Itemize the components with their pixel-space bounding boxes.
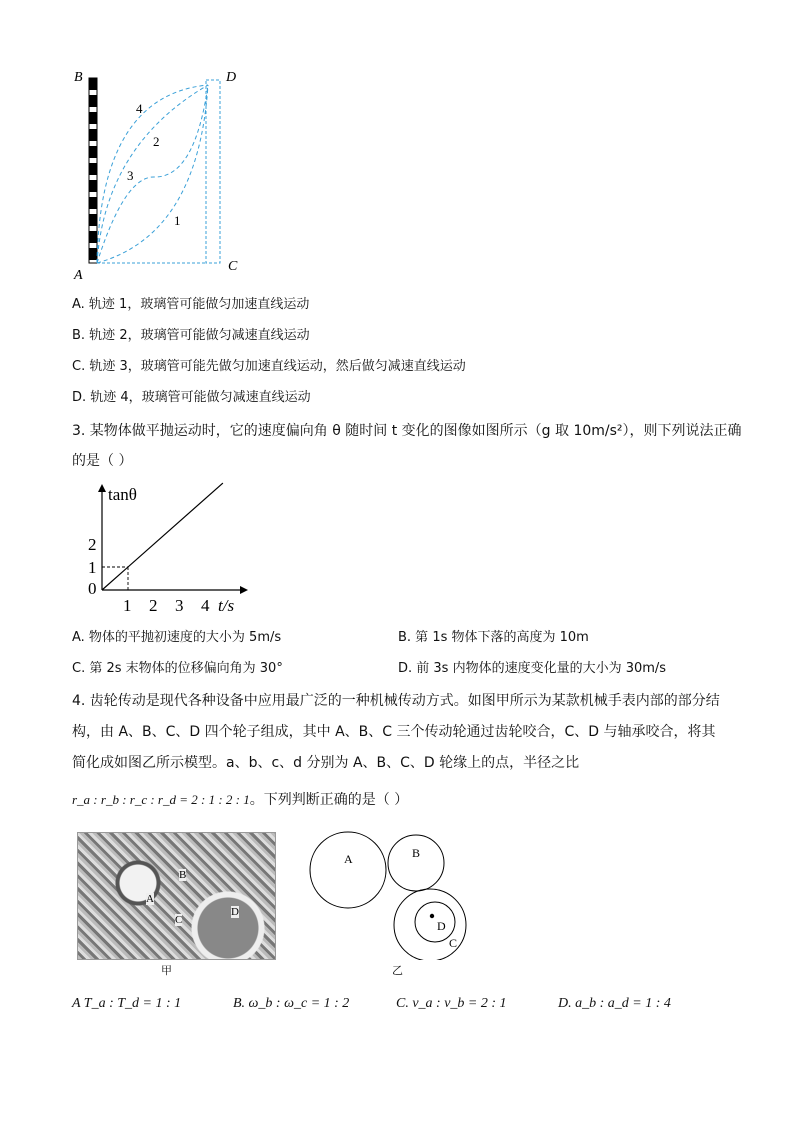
y-axis-label: tanθ [108,485,137,504]
q4-ratio-line [72,789,408,809]
photo-label-d: D [231,906,239,918]
q4-option-d: D. a_b : a_d = 1 : 4 [558,996,671,1011]
trajectory-2 [97,85,208,263]
photo-label-a: A [146,893,154,905]
wheel-a [310,832,386,908]
q3-option-d: D. 前 3s 内物体的速度变化量的大小为 30m/s [398,661,667,676]
photo-label-c: C [175,914,183,926]
x-tick-label-2: 2 [149,596,158,615]
q4-stem-line4: 。下列判断正确的是（ ） [249,792,409,808]
x-tick-label-1: 1 [123,596,132,615]
label-4: 4 [136,101,143,116]
q4-stem-line1: 4. 齿轮传动是现代各种设备中应用最广泛的一种机械传动方式。如图甲所示为某款机械手表内部的部分结 [72,693,720,709]
q4-option-b: B. ω_b : ω_c = 1 : 2 [233,996,350,1011]
q4-stem-line2: 构，由 A、B、C、D 四个轮子组成，其中 A、B、C 三个传动轮通过齿轮咬合，C、D 与轴承咬合，将其 [72,724,716,740]
figure-jia-caption: 甲 [161,964,172,977]
wheel-label-b: B [412,846,421,860]
wheel-b [388,835,444,891]
trajectory-3 [97,85,208,263]
trajectory-1 [97,85,208,263]
q2-option-b: B. 轨迹 2，玻璃管可能做匀减速直线运动 [72,328,310,343]
watch-mechanism-photo [77,832,276,960]
photo-label-b: B [179,869,187,881]
q3-stem-line2: 的是（ ） [72,453,133,469]
wheel-label-d: D [437,919,446,933]
y-tick-label-2: 2 [88,535,97,554]
radius-ratio: r_a : r_b : r_c : r_d = 2 : 1 : 2 : 1 [72,792,250,807]
y-tick-label-1: 1 [88,558,97,577]
q2-option-d: D. 轨迹 4，玻璃管可能做匀减速直线运动 [72,390,311,405]
q3-option-b: B. 第 1s 物体下落的高度为 10m [398,630,589,645]
wheel-label-a: A [344,852,353,866]
x-axis-label: t/s [218,596,235,615]
axle-dot [430,914,434,918]
label-C: C [228,259,238,274]
figure-yi-caption: 乙 [392,964,403,977]
wheel-model-figure [300,830,480,960]
q3-stem-line1: 3. 某物体做平抛运动时，它的速度偏向角 θ 随时间 t 变化的图像如图所示（g 取 10m/s²），则下列说法正确 [72,423,742,439]
wheel-label-c: C [449,936,458,950]
q4-option-c: C. v_a : v_b = 2 : 1 [396,996,507,1011]
label-B: B [74,70,83,85]
label-1: 1 [174,213,181,228]
label-3: 3 [127,168,134,183]
q2-option-a: A. 轨迹 1，玻璃管可能做匀加速直线运动 [72,297,310,312]
trajectory-4 [97,85,208,263]
q4-stem-line3: 简化成如图乙所示模型。a、b、c、d 分别为 A、B、C、D 轮缘上的点，半径之比 [72,755,580,771]
label-D: D [226,70,237,85]
label-A: A [74,268,83,280]
tan-theta-chart [80,480,250,615]
origin-label: 0 [88,579,97,598]
label-2: 2 [153,134,160,149]
q3-option-c: C. 第 2s 末物体的位移偏向角为 30° [72,661,283,676]
q2-option-c: C. 轨迹 3，玻璃管可能先做匀加速直线运动，然后做匀减速直线运动 [72,359,466,374]
q3-option-a: A. 物体的平抛初速度的大小为 5m/s [72,630,282,645]
x-tick-label-3: 3 [175,596,184,615]
trajectory-figure [70,65,250,280]
q4-option-a: A T_a : T_d = 1 : 1 [72,996,182,1011]
x-tick-label-4: 4 [201,596,210,615]
